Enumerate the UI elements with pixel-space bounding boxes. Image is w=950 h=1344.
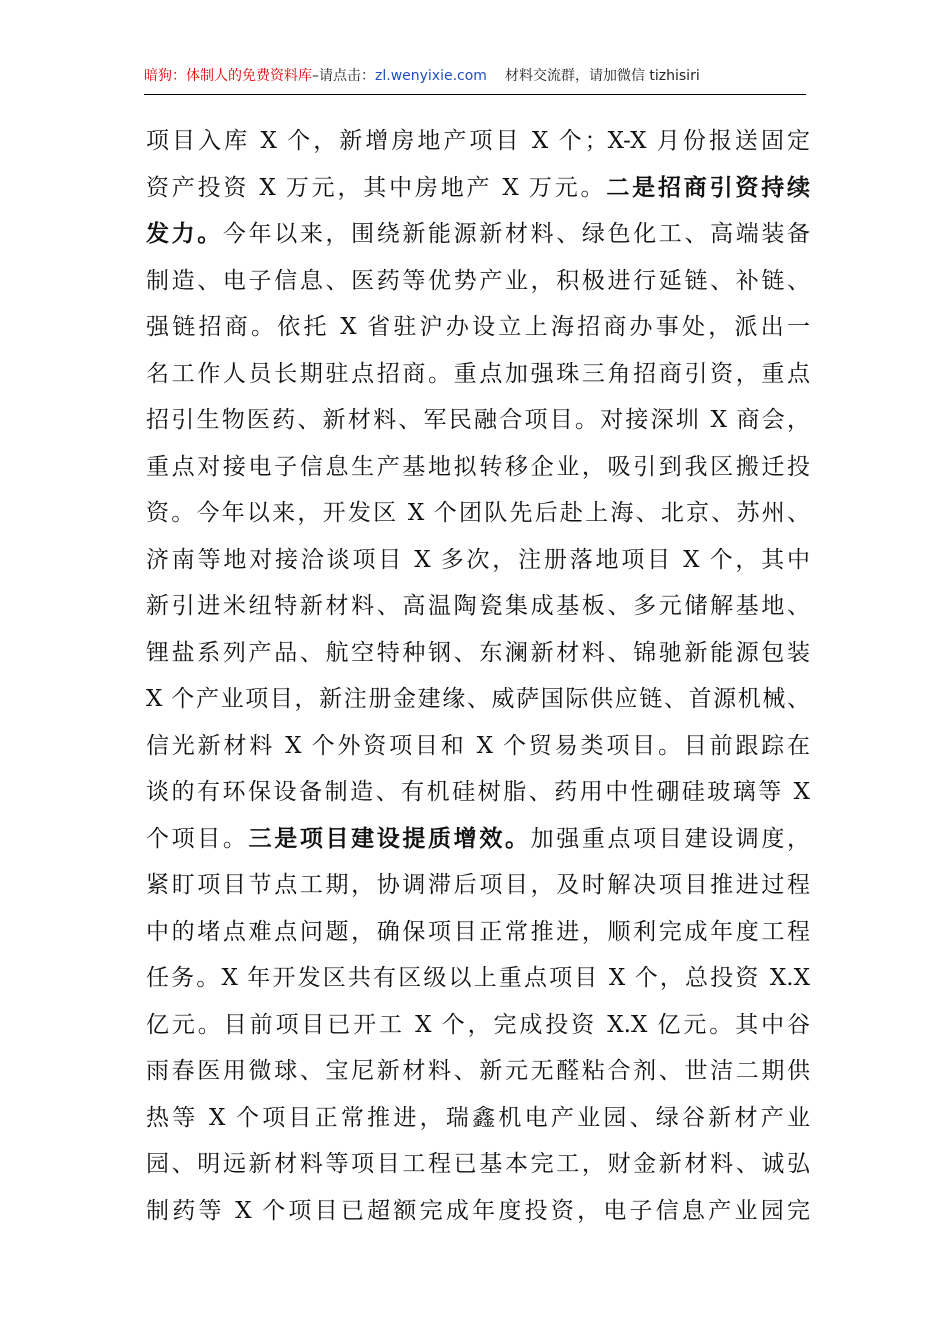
text-line (146, 955, 810, 1002)
text-line (146, 630, 810, 677)
text-segment: 强链招商。依托 X 省驻沪办设立上海招商办事处，派出一 (146, 314, 810, 340)
bold-heading-segment: 发力。 (146, 221, 223, 247)
text-line (146, 1048, 810, 1095)
text-segment: 资。今年以来，开发区 X 个团队先后赴上海、北京、苏州、 (146, 500, 810, 526)
text-line (146, 444, 810, 491)
text-line (146, 583, 810, 630)
text-line (146, 397, 810, 444)
text-line (146, 1188, 810, 1235)
text-segment: 重点对接电子信息生产基地拟转移企业，吸引到我区搬迁投 (146, 453, 810, 480)
document-header (144, 58, 806, 95)
text-line (146, 862, 810, 909)
text-line (146, 1095, 810, 1142)
site-name: 暗狗：体制人的免费资料库 (144, 68, 312, 84)
text-segment: 济南等地对接洽谈项目 X 多次，注册落地项目 X 个，其中 (146, 546, 810, 573)
text-line (146, 909, 810, 956)
text-segment: 锂盐系列产品、航空特种钢、东澜新材料、锦驰新能源包装 (146, 639, 810, 666)
text-line (146, 769, 810, 816)
text-segment: 加强重点项目建设调度， (530, 825, 810, 852)
text-line (146, 723, 810, 770)
text-segment: 任务。X 年开发区共有区级以上重点项目 X 个，总投资 X.X (146, 965, 810, 991)
text-line (146, 1002, 810, 1049)
text-line (146, 258, 810, 305)
text-segment: 个项目。 (146, 825, 249, 852)
text-segment: 园、明远新材料等项目工程已基本完工，财金新材料、诚弘 (146, 1151, 810, 1177)
text-line (146, 1141, 810, 1188)
text-segment: 中的堵点难点问题，确保项目正常推进，顺利完成年度工程 (146, 918, 810, 945)
text-line (146, 118, 810, 165)
text-segment: 热等 X 个项目正常推进，瑞鑫机电产业园、绿谷新材产业 (146, 1104, 810, 1131)
text-segment: 紧盯项目节点工期，协调滞后项目，及时解决项目推进过程 (146, 872, 810, 898)
text-segment: 招引生物医药、新材料、军民融合项目。对接深圳 X 商会， (146, 407, 810, 433)
text-segment: 名工作人员长期驻点招商。重点加强珠三角招商引资，重点 (146, 360, 810, 387)
text-line (146, 676, 810, 723)
text-line (146, 537, 810, 584)
document-body (146, 118, 810, 1234)
site-url-link[interactable]: zl.wenyixie.com (375, 68, 487, 84)
click-prompt: –请点击： (312, 68, 375, 84)
text-segment: 今年以来，围绕新能源新材料、绿色化工、高端装备 (222, 221, 810, 247)
text-segment: X 个产业项目，新注册金建缘、威萨国际供应链、首源机械、 (146, 686, 810, 712)
text-line (146, 211, 810, 258)
bold-heading-segment: 三是项目建设提质增效。 (248, 825, 531, 852)
text-segment: 谈的有环保设备制造、有机硅树脂、药用中性硼硅玻璃等 X (146, 779, 810, 805)
text-line (146, 351, 810, 398)
text-segment: 项目入库 X 个，新增房地产项目 X 个；X-X 月份报送固定 (146, 128, 810, 154)
text-segment: 亿元。目前项目已开工 X 个，完成投资 X.X 亿元。其中谷 (146, 1011, 810, 1038)
text-segment: 资产投资 X 万元，其中房地产 X 万元。 (146, 174, 607, 201)
text-segment: 新引进米纽特新材料、高温陶瓷集成基板、多元储解基地、 (146, 593, 810, 619)
text-line (146, 490, 810, 537)
text-segment: 雨春医用微球、宝尼新材料、新元无醛粘合剂、世洁二期供 (146, 1058, 810, 1084)
text-segment: 制造、电子信息、医药等优势产业，积极进行延链、补链、 (146, 267, 810, 294)
text-line (146, 165, 810, 212)
text-line (146, 304, 810, 351)
text-segment: 制药等 X 个项目已超额完成年度投资，电子信息产业园完 (146, 1197, 810, 1224)
bold-heading-segment: 二是招商引资持续 (606, 174, 810, 201)
text-segment: 信光新材料 X 个外资项目和 X 个贸易类项目。目前跟踪在 (146, 732, 810, 759)
wechat-note: 材料交流群，请加微信 tizhisiri (504, 68, 700, 84)
text-line (146, 816, 810, 863)
